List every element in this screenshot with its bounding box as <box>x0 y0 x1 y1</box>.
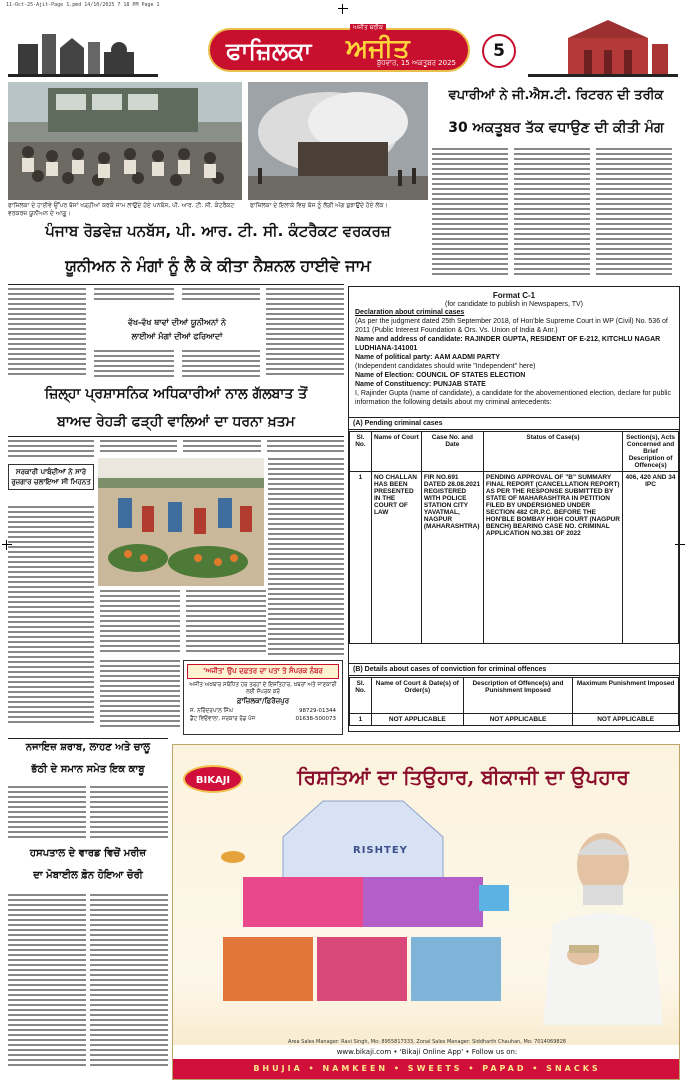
ajit-office-ad-title: 'ਅਜੀਤ' ਉਪ ਦਫ਼ਤਰ ਦਾ ਪਤਾ ਤੇ ਸੰਪਰਕ ਨੰਬਰ <box>187 664 339 679</box>
rule-story3 <box>8 738 168 739</box>
bikaji-slogan: ਰਿਸ਼ਤਿਆਂ ਦਾ ਤਿਉਹਾਰ, ਬੀਕਾਜੀ ਦਾ ਉਪਹਾਰ <box>297 765 629 789</box>
vendors-text-bottom2 <box>100 660 180 732</box>
pending-cases-table <box>349 431 679 644</box>
vendors-headline-line1: ਜ਼ਿਲ੍ਹਾ ਪ੍ਰਸ਼ਾਸਨਿਕ ਅਧਿਕਾਰੀਆਂ ਨਾਲ ਗੱਲਬਾਤ ਤੋਂ <box>44 386 308 402</box>
ajit-office-ad-office: ਫ਼ਾਜ਼ਿਲਕਾ/ਫ਼ਿਰੋਜ਼ਪੁਰ <box>236 697 290 705</box>
page-number: 5 <box>482 34 516 68</box>
vendors-headline-line2: ਬਾਅਦ ਰੇਹੜੀ ਫੜ੍ਹੀ ਵਾਲਿਆਂ ਦਾ ਧਰਨਾ ਖ਼ਤਮ <box>57 414 295 430</box>
col-sl: Sl. No. <box>350 678 372 714</box>
gst-story-text <box>432 148 680 282</box>
print-slug: 11-Oct-25-Ajit-Page 1.pmd 14/10/2025 7 18 PM Page 1 <box>6 2 160 8</box>
photo-caption-right: ਫਾਜ਼ਿਲਕਾ ਦੇ ਇਲਾਕੇ ਵਿਚ ਬੱਸ ਨੂੰ ਲੱਗੀ ਅੱਗ ਬੁਝਾਉਂਦੇ ਹੋਏ ਲੋਕ। <box>250 202 388 209</box>
table-row <box>350 714 679 726</box>
roadways-pullquote-line1: ਵੱਖ-ਵੱਖ ਥਾਵਾਂ ਦੀਆਂ ਯੂਨੀਅਨਾਂ ਨੇ <box>127 318 227 327</box>
notice-format: Format C-1 <box>492 291 536 300</box>
photo-vegetable-market <box>98 458 264 586</box>
roadways-text-col3 <box>182 288 260 302</box>
contact-phone-1: 98729-01344 <box>299 708 336 714</box>
roadways-text-col4 <box>266 288 344 382</box>
notice-independent: (Independent candidates should write "Independent" here) <box>355 363 536 370</box>
roadways-headline-line2: ਯੂਨੀਅਨ ਨੇ ਮੰਗਾਂ ਨੂੰ ਲੈ ਕੇ ਕੀਤਾ ਨੈਸ਼ਨਲ ਹਾਈਵੇ ਜਾਮ <box>65 256 371 275</box>
col-sl: Sl. No. <box>350 432 372 472</box>
cell-sl: 1 <box>350 714 372 726</box>
notice-section-a: (A) Pending criminal cases <box>349 417 679 430</box>
notice-name-label: Name and address of candidate: <box>355 336 463 343</box>
notice-section-b: (B) Details about cases of conviction for criminal offences <box>349 663 679 676</box>
bikaji-logo: BIKAJI <box>183 765 243 793</box>
gst-headline-line1: ਵਪਾਰੀਆਂ ਨੇ ਜੀ.ਐਸ.ਟੀ. ਰਿਟਰਨ ਦੀ ਤਰੀਕ <box>448 88 664 103</box>
notice-constituency-label: Name of Constituency: <box>355 381 432 388</box>
vendors-text-col1 <box>8 440 94 462</box>
notice-statement: I, Rajinder Gupta (name of candidate), a candidate for the abovementioned election, declare for public information the following details about my criminal antecedents: <box>355 390 671 406</box>
gst-headline-line2: 30 ਅਕਤੂਬਰ ਤੱਕ ਵਧਾਉਣ ਦੀ ਕੀਤੀ ਮੰਗ <box>448 120 664 136</box>
rule-story2 <box>8 436 344 437</box>
masthead-logo <box>208 24 470 72</box>
col-status: Status of Case(s) <box>483 432 622 472</box>
cell-max: NOT APPLICABLE <box>573 714 679 726</box>
masthead-date: ਬੁੱਧਵਾਰ, 15 ਅਕਤੂਬਰ 2025 <box>376 59 456 67</box>
notice-election-value: COUNCIL OF STATES ELECTION <box>416 372 526 379</box>
notice-constituency-value: PUNJAB STATE <box>433 381 486 388</box>
bikaji-web: www.bikaji.com • 'Bikaji Online App' • Follow us on: <box>173 1045 680 1059</box>
bikaji-product-strip: BHUJIA • NAMKEEN • SWEETS • PAPAD • SNACKS <box>173 1059 680 1079</box>
notice-as-per: (As per the judgment dated 25th September 2018, of Hon'ble Supreme Court in WP (Civil) No. 536 of 2011 (Public Interest Foundation & Ors. Vs. Union of India & Anr.) <box>355 318 668 334</box>
notice-format-sub: (for candidate to publish in Newspapers, TV) <box>445 301 583 308</box>
cell-desc: NOT APPLICABLE <box>463 714 573 726</box>
masthead-skyline-right-icon <box>528 14 678 84</box>
criminal-cases-notice <box>348 286 680 732</box>
roadways-pullquote-line2: ਲਾਈਆਂ ਮੰਗਾਂ ਦੀਆਂ ਫਰਿਆਦਾਂ <box>131 332 223 341</box>
masthead-tag: ਅਜੀਤ ਬਰੀਕ <box>350 24 386 32</box>
masthead-paper-name: ਅਜੀਤ <box>346 34 410 64</box>
hospital-headline-line1: ਹਸਪਤਾਲ ਦੇ ਵਾਰਡ ਵਿਚੋਂ ਮਰੀਜ਼ <box>29 848 147 859</box>
col-court-date: Name of Court & Date(s) of Order(s) <box>371 678 463 714</box>
masthead <box>8 14 678 84</box>
liquor-headline-line2: ਭੱਠੀ ਦੇ ਸਮਾਨ ਸਮੇਤ ਇਕ ਕਾਬੂ <box>31 764 145 775</box>
contact-name: ਸ. ਨਰਿੰਦਰਪਾਲ ਸਿੰਘ <box>190 708 233 714</box>
cell-case: FIR NO.691 DATED 28.08.2021 REGISTERED WITH POLICE STATION CITY YAVATMAL, NAGPUR (MAHARASHTRA) <box>421 472 483 644</box>
photo-bus-fire <box>248 82 428 200</box>
roadways-text-col2b <box>94 350 260 382</box>
contact-address: ਡੈਂਟ ਵਿਓਵਾਲਾ, ਸਰਕਾਰ ਰੋਡ ਪੰਜ <box>190 716 256 722</box>
cell-court: NOT APPLICABLE <box>371 714 463 726</box>
bikaji-contact: Area Sales Manager: Ravi Singh, Mo: 8955817333, Zonal Sales Manager: Siddharth Chauhan, Mo: 7014069828 <box>288 1039 566 1045</box>
cell-court: NO CHALLAN HAS BEEN PRESENTED IN THE COURT OF LAW <box>371 472 421 644</box>
table-header-row <box>350 678 679 714</box>
masthead-skyline-left-icon <box>8 14 158 84</box>
col-case: Case No. and Date <box>421 432 483 472</box>
cell-status: PENDING APPROVAL OF "B" SUMMARY FINAL REPORT (CANCELLATION REPORT) AS PER THE RESPONSE SUBMITTED BY STATE OF MAHARASHTRA IN PETITION FILED BY UNDERSIGNED UNDER SECTION 482 CR.P.C. BEFORE THE HON'BLE BOMBAY HIGH COURT (NAGPUR BENCH) BEARING CASE NO. CRIMINAL APPLICATION NO.381 OF 2022 <box>483 472 622 644</box>
notice-party-value: AAM AADMI PARTY <box>434 354 501 361</box>
rule-story1 <box>8 284 344 285</box>
ajit-office-ad-body: ਅਜੀਤ ਅਖ਼ਬਾਰ ਸਬੰਧਿਤ ਹਰ ਤਰ੍ਹਾਂ ਦੇ ਇਸ਼ਤਿਹਾਰ, ਖ਼ਬਰਾਂ ਅਤੇ ਜਾਣਕਾਰੀ ਲਈ ਸੰਪਰਕ ਕਰੋ <box>189 682 337 695</box>
photo-bus-protest <box>8 82 242 200</box>
conviction-table <box>349 677 679 726</box>
table-row <box>350 472 679 644</box>
crop-mark-top <box>338 4 348 14</box>
bikaji-products-icon <box>213 797 513 1013</box>
ajit-office-ad <box>183 660 343 735</box>
col-sections: Section(s), Acts Concerned and Brief Description of Offence(s) <box>623 432 679 472</box>
ajit-office-ad-row2 <box>184 715 342 723</box>
col-court: Name of Court <box>371 432 421 472</box>
roadways-text-col1 <box>8 288 86 382</box>
hospital-story-text <box>8 894 168 1074</box>
vendors-text-right <box>268 458 344 658</box>
ambassador-figure-icon <box>523 805 673 1025</box>
ajit-office-ad-row1 <box>184 707 342 715</box>
cell-sections: 406, 420 AND 34 IPC <box>623 472 679 644</box>
hospital-headline-line2: ਦਾ ਮੋਬਾਈਲ ਫ਼ੋਨ ਹੋਇਆ ਚੋਰੀ <box>33 870 143 881</box>
vendors-pullquote: ਸਰਕਾਰੀ ਪਾਬੰਦੀਆਂ ਨੇ ਸਾਰੇ ਰੁਜ਼ਗਾਰ ਚਲਾਇਆ ਸੀ ਮਿਹਨਤ <box>8 464 94 490</box>
masthead-city: ਫਾਜ਼ਿਲਕਾ <box>226 36 312 65</box>
table-header-row <box>350 432 679 472</box>
liquor-headline-line1: ਨਜਾਇਜ਼ ਸ਼ਰਾਬ, ਲਾਹਣ ਅਤੇ ਚਾਲੂ <box>25 742 151 753</box>
notice-declaration: Declaration about criminal cases <box>355 309 465 316</box>
vendors-text-top <box>100 440 344 456</box>
liquor-story-text <box>8 786 168 844</box>
bikaji-pack-brand: RISHTEY <box>353 845 408 856</box>
bikaji-ad <box>172 744 680 1080</box>
notice-election-label: Name of Election: <box>355 372 415 379</box>
roadways-text-col2 <box>94 288 174 302</box>
vendors-text-col1b <box>8 506 94 732</box>
roadways-headline-line1: ਪੰਜਾਬ ਰੋਡਵੇਜ਼ ਪਨਬੱਸ, ਪੀ. ਆਰ. ਟੀ. ਸੀ. ਕੰਟਰੈਕਟ ਵਰਕਰਜ਼ <box>45 222 391 240</box>
vendors-text-bottom <box>100 590 266 658</box>
notice-name-value: RAJINDER GUPTA, RESIDENT OF E-212, KITCHLU NAGAR LUDHIANA-141001 <box>355 336 661 352</box>
col-max-punishment: Maximum Punishment Imposed <box>573 678 679 714</box>
col-description: Description of Offence(s) and Punishment Imposed <box>463 678 573 714</box>
notice-party-label: Name of political party: <box>355 354 433 361</box>
photo-caption-left: ਫਾਜ਼ਿਲਕਾ ਦੇ ਹਾਈਵੇ ਉੱਪਰ ਬੱਸਾਂ ਖੜ੍ਹੀਆਂ ਕਰਕੇ ਜਾਮ ਲਾਉਂਦੇ ਹੋਏ ਪਨਬੱਸ, ਪੀ. ਆਰ. ਟੀ. ਸੀ. ਕੰਟਰੈਕਟ ਵਰਕਰਜ਼ ਯੂਨੀਅਨ ਦੇ ਆਗੂ। <box>8 202 235 217</box>
contact-phone-2: 01638-500073 <box>295 716 336 722</box>
cell-sl: 1 <box>350 472 372 644</box>
